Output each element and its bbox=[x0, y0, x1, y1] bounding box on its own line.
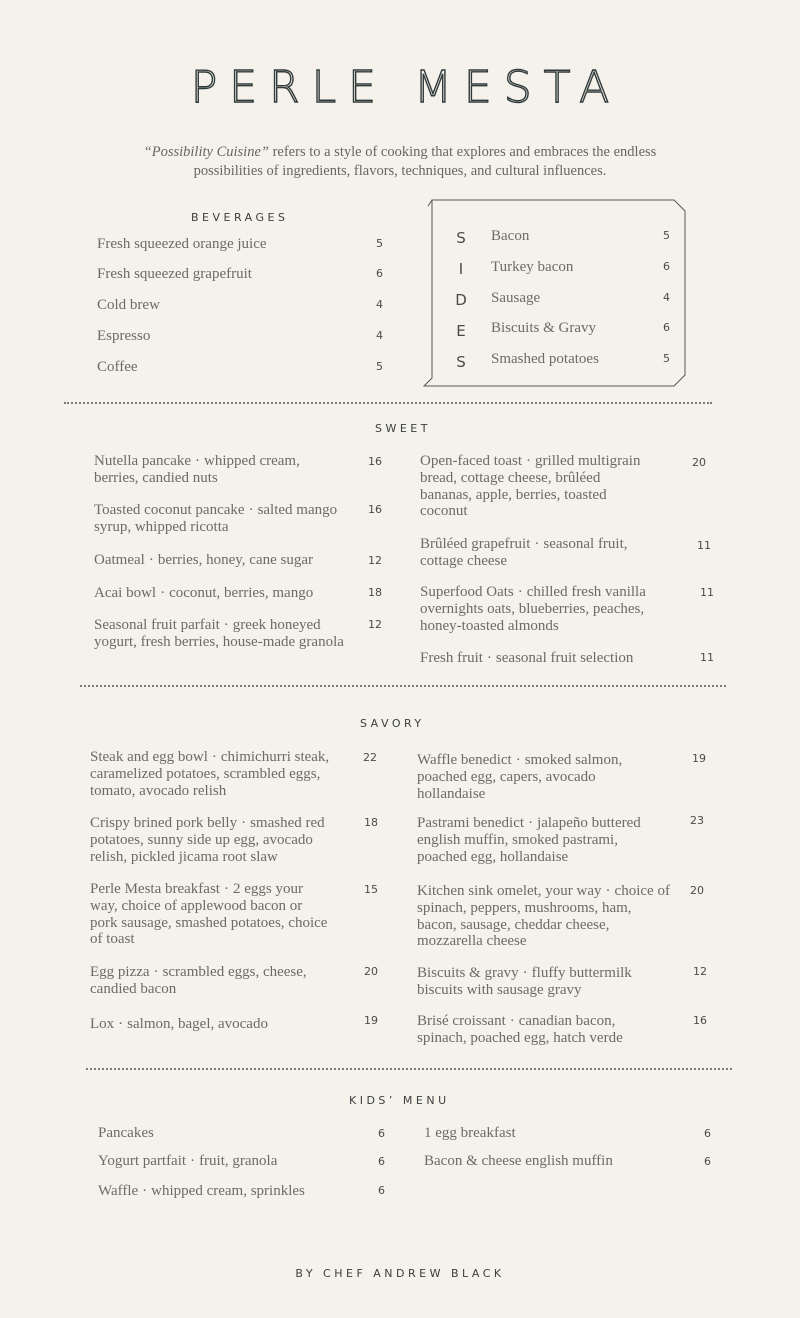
item-price: 16 bbox=[693, 1014, 707, 1027]
item-name: Superfood Oats bbox=[420, 584, 514, 600]
side-price: 6 bbox=[663, 260, 670, 273]
menu-item bbox=[417, 965, 657, 999]
item-name: Waffle bbox=[98, 1183, 139, 1199]
menu-item bbox=[94, 552, 354, 569]
item-name: 1 egg breakfast bbox=[424, 1125, 516, 1141]
separator: · bbox=[534, 536, 540, 552]
item-price: 22 bbox=[363, 751, 377, 764]
item-name: Yogurt partfait bbox=[98, 1153, 187, 1169]
separator: · bbox=[528, 815, 534, 831]
item-desc: greek honeyed yogurt, fresh berries, house-made granola bbox=[94, 617, 344, 650]
side-name: Sausage bbox=[491, 290, 541, 306]
intro-text: refers to a style of cooking that explores and embraces the endless possibilities of ingredients, flavors, techniques, and cultural influences. bbox=[193, 144, 657, 179]
item-name: Brisé croissant bbox=[417, 1013, 506, 1029]
item-desc: canadian bacon, spinach, poached egg, hatch verde bbox=[417, 1013, 623, 1046]
item-desc: chilled fresh vanilla overnights oats, blueberries, peaches, honey-toasted almonds bbox=[420, 584, 646, 634]
item-name: Egg pizza bbox=[90, 964, 150, 980]
item-price: 11 bbox=[700, 651, 714, 664]
menu-item bbox=[90, 1016, 340, 1033]
menu-item bbox=[417, 1013, 657, 1047]
item-name: Pancakes bbox=[98, 1125, 154, 1141]
item-price: 11 bbox=[700, 586, 714, 599]
item-desc: smoked salmon, poached egg, capers, avocado hollandaise bbox=[417, 752, 623, 802]
item-price: 18 bbox=[368, 586, 382, 599]
menu-item bbox=[94, 502, 344, 536]
menu-item bbox=[90, 815, 342, 865]
chef-credit: BY CHEF ANDREW BLACK bbox=[295, 1267, 505, 1280]
separator: · bbox=[223, 881, 229, 897]
menu-item bbox=[417, 752, 652, 802]
item-name: Steak and egg bowl bbox=[90, 749, 208, 765]
menu-item bbox=[98, 1153, 358, 1170]
item-price: 23 bbox=[690, 814, 704, 827]
separator: · bbox=[486, 650, 492, 666]
beverage-name: Fresh squeezed grapefruit bbox=[97, 266, 252, 282]
menu-item bbox=[424, 1153, 684, 1170]
item-desc: 2 eggs your way, choice of applewood bacon or pork sausage, smashed potatoes, choice of toast bbox=[90, 881, 328, 948]
separator: · bbox=[241, 815, 247, 831]
item-name: Brûléed grapefruit bbox=[420, 536, 531, 552]
menu-item bbox=[417, 883, 672, 950]
item-desc: smashed red potatoes, sunny side up egg, avocado relish, pickled jicama root slaw bbox=[90, 815, 325, 865]
separator: · bbox=[522, 965, 528, 981]
item-name: Fresh fruit bbox=[420, 650, 483, 666]
item-price: 11 bbox=[697, 539, 711, 552]
side-name: Turkey bacon bbox=[491, 259, 574, 275]
menu-item bbox=[94, 453, 344, 487]
item-price: 6 bbox=[704, 1127, 711, 1140]
item-price: 19 bbox=[692, 752, 706, 765]
item-name: Pastrami benedict bbox=[417, 815, 525, 831]
item-price: 6 bbox=[378, 1155, 385, 1168]
sides-letter: S bbox=[456, 229, 466, 247]
divider bbox=[80, 685, 726, 687]
beverage-price: 5 bbox=[376, 237, 383, 250]
item-price: 6 bbox=[378, 1184, 385, 1197]
item-desc: grilled multigrain bread, cottage cheese, brûléed bananas, apple, berries, toasted coconut bbox=[420, 453, 641, 520]
item-name: Bacon & cheese english muffin bbox=[424, 1153, 613, 1169]
beverage-price: 4 bbox=[376, 298, 383, 311]
separator: · bbox=[211, 749, 217, 765]
menu-item bbox=[90, 749, 340, 799]
item-desc: jalapeño buttered english muffin, smoked pastrami, poached egg, hollandaise bbox=[417, 815, 641, 865]
item-name: Waffle benedict bbox=[417, 752, 512, 768]
item-desc: seasonal fruit, cottage cheese bbox=[420, 536, 628, 569]
menu-item bbox=[94, 585, 354, 602]
beverage-price: 6 bbox=[376, 267, 383, 280]
item-price: 18 bbox=[364, 816, 378, 829]
item-name: Kitchen sink omelet, your way bbox=[417, 883, 602, 899]
savory-heading: SAVORY bbox=[360, 717, 425, 730]
menu-item bbox=[98, 1125, 348, 1142]
item-desc: fruit, granola bbox=[199, 1153, 278, 1169]
item-name: Lox bbox=[90, 1016, 115, 1032]
menu-item bbox=[90, 881, 330, 948]
item-desc: seasonal fruit selection bbox=[495, 650, 634, 666]
menu-item bbox=[420, 536, 650, 570]
menu-item bbox=[417, 815, 667, 865]
side-name: Biscuits & Gravy bbox=[491, 320, 596, 336]
separator: · bbox=[195, 453, 201, 469]
separator: · bbox=[248, 502, 254, 518]
item-name: Seasonal fruit parfait bbox=[94, 617, 220, 633]
sides-letter: S bbox=[456, 353, 466, 371]
item-desc: fluffy buttermilk biscuits with sausage gravy bbox=[417, 965, 632, 998]
item-name: Nutella pancake bbox=[94, 453, 192, 469]
item-name: Acai bowl bbox=[94, 585, 157, 601]
item-price: 15 bbox=[364, 883, 378, 896]
menu-item bbox=[98, 1183, 368, 1200]
beverage-price: 4 bbox=[376, 329, 383, 342]
restaurant-title: PERLE MESTA bbox=[190, 62, 622, 113]
item-desc: berries, honey, cane sugar bbox=[157, 552, 314, 568]
beverages-heading: BEVERAGES bbox=[191, 211, 289, 224]
item-name: Crispy brined pork belly bbox=[90, 815, 238, 831]
item-price: 16 bbox=[368, 455, 382, 468]
side-name: Bacon bbox=[491, 228, 530, 244]
item-name: Biscuits & gravy bbox=[417, 965, 519, 981]
sides-letter: D bbox=[455, 291, 467, 309]
menu-item bbox=[90, 964, 330, 998]
menu-item bbox=[94, 617, 344, 651]
item-price: 20 bbox=[364, 965, 378, 978]
item-price: 6 bbox=[704, 1155, 711, 1168]
item-desc: scrambled eggs, cheese, candied bacon bbox=[90, 964, 307, 997]
separator: · bbox=[153, 964, 159, 980]
item-price: 12 bbox=[693, 965, 707, 978]
side-name: Smashed potatoes bbox=[491, 351, 599, 367]
intro-paragraph bbox=[120, 143, 680, 181]
item-price: 20 bbox=[690, 884, 704, 897]
item-desc: whipped cream, berries, candied nuts bbox=[94, 453, 300, 486]
sides-letter: E bbox=[456, 322, 466, 340]
sides-letter: I bbox=[458, 260, 464, 278]
separator: · bbox=[118, 1016, 124, 1032]
item-desc: chimichurri steak, caramelized potatoes, scrambled eggs, tomato, avocado relish bbox=[90, 749, 330, 799]
separator: · bbox=[509, 1013, 515, 1029]
item-price: 16 bbox=[368, 503, 382, 516]
menu-item bbox=[420, 453, 650, 520]
separator: · bbox=[605, 883, 611, 899]
sweet-heading: SWEET bbox=[375, 422, 431, 435]
item-price: 19 bbox=[364, 1014, 378, 1027]
beverage-name: Coffee bbox=[97, 359, 138, 375]
item-name: Open-faced toast bbox=[420, 453, 523, 469]
intro-quote: “Possibility Cuisine” bbox=[143, 144, 269, 160]
separator: · bbox=[160, 585, 166, 601]
separator: · bbox=[148, 552, 154, 568]
side-price: 5 bbox=[663, 229, 670, 242]
separator: · bbox=[517, 584, 523, 600]
item-desc: choice of spinach, peppers, mushrooms, ham, bacon, sausage, cheddar cheese, mozzarella cheese bbox=[417, 883, 670, 950]
item-name: Oatmeal bbox=[94, 552, 145, 568]
item-price: 12 bbox=[368, 618, 382, 631]
beverage-name: Cold brew bbox=[97, 297, 160, 313]
item-name: Perle Mesta breakfast bbox=[90, 881, 220, 897]
divider bbox=[64, 402, 712, 404]
beverage-price: 5 bbox=[376, 360, 383, 373]
menu-item bbox=[420, 584, 665, 634]
item-price: 20 bbox=[692, 456, 706, 469]
item-price: 6 bbox=[378, 1127, 385, 1140]
item-name: Toasted coconut pancake bbox=[94, 502, 245, 518]
side-price: 6 bbox=[663, 321, 670, 334]
separator: · bbox=[223, 617, 229, 633]
divider bbox=[86, 1068, 732, 1070]
item-desc: whipped cream, sprinkles bbox=[151, 1183, 305, 1199]
separator: · bbox=[190, 1153, 196, 1169]
separator: · bbox=[526, 453, 532, 469]
item-desc: salmon, bagel, avocado bbox=[127, 1016, 268, 1032]
menu-item bbox=[420, 650, 680, 667]
item-desc: coconut, berries, mango bbox=[169, 585, 314, 601]
item-desc: salted mango syrup, whipped ricotta bbox=[94, 502, 338, 535]
kids-heading: KIDS’ MENU bbox=[349, 1094, 450, 1107]
side-price: 5 bbox=[663, 352, 670, 365]
menu-item bbox=[424, 1125, 684, 1142]
beverage-name: Fresh squeezed orange juice bbox=[97, 236, 267, 252]
beverage-name: Espresso bbox=[97, 328, 151, 344]
side-price: 4 bbox=[663, 291, 670, 304]
separator: · bbox=[142, 1183, 148, 1199]
item-price: 12 bbox=[368, 554, 382, 567]
separator: · bbox=[515, 752, 521, 768]
